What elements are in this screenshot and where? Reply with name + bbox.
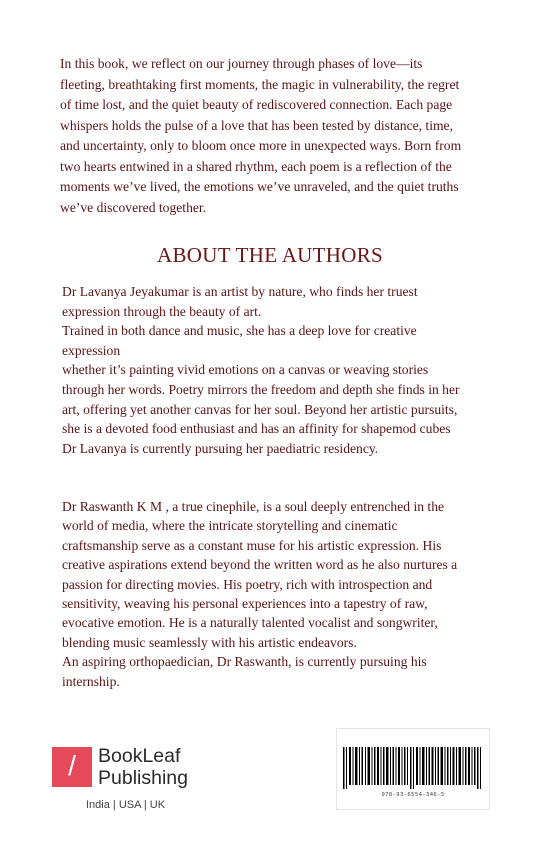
author-bio-raswanth xyxy=(62,497,462,691)
barcode-icon xyxy=(341,747,485,789)
author-bio-line: Dr Lavanya is currently pursuing her paediatric residency. xyxy=(62,440,379,456)
about-authors-heading: ABOUT THE AUTHORS xyxy=(156,243,383,267)
publisher-name xyxy=(98,745,188,789)
book-blurb: In this book, we reflect on our journey through phases of love—its fleeting, breathtaking first moments, the magic in vulnerability, the regret of time lost, and the quiet beauty of rediscovered connection. Each page whispers holds the pulse of a love that has been tested by distance, time, and uncertainty, only to bloom once more in unexpected ways. Born from two hearts entwined in a shared rhythm, each poem is a reflection of the moments we’ve lived, the emotions we’ve unraveled, and the quiet truths we’ve discovered together. xyxy=(60,56,462,215)
author-bio-line: Trained in both dance and music, she has a deep love for creative expression xyxy=(62,323,417,358)
author-bio-line: Dr Raswanth K M , a true cinephile, is a soul deeply entrenched in the world of media, where the intricate storytelling and cinematic craftsmanship serve as a constant muse for his artistic expression. His creative aspirations extend beyond the written word as he also nurtures a passion for directing movies. His poetry, rich with introspection and sensitivity, weaving his personal experiences into a tapestry of raw, evocative emotion. He is a naturally talented vocalist and songwriter, blending music seamlessly with his artistic endeavors. xyxy=(62,499,458,650)
publisher-name-line1: BookLeaf xyxy=(98,745,181,767)
author-bio-lavanya xyxy=(62,282,462,458)
isbn-number: 978-93-6554-346-5 xyxy=(381,792,445,798)
author-bio-line: whether it’s painting vivid emotions on a canvas or weaving stories through her words. Poetry mirrors the freedom and depth she finds in her art, offering yet another canvas for her soul. Beyond her artistic pursuits, she is a devoted food enthusiast and has an affinity for shapemod cubes xyxy=(62,362,460,437)
author-bio-line: An aspiring orthopaedician, Dr Raswanth, is currently pursuing his internship. xyxy=(62,654,427,689)
publisher-name-line2: Publishing xyxy=(98,767,188,789)
publisher-tagline: India | USA | UK xyxy=(86,799,166,811)
bookleaf-mark-icon xyxy=(52,747,92,787)
isbn-barcode xyxy=(336,728,490,810)
author-bio-line: Dr Lavanya Jeyakumar is an artist by nature, who finds her truest expression through the beauty of art. xyxy=(62,284,418,319)
logo-slash: / xyxy=(68,750,76,781)
